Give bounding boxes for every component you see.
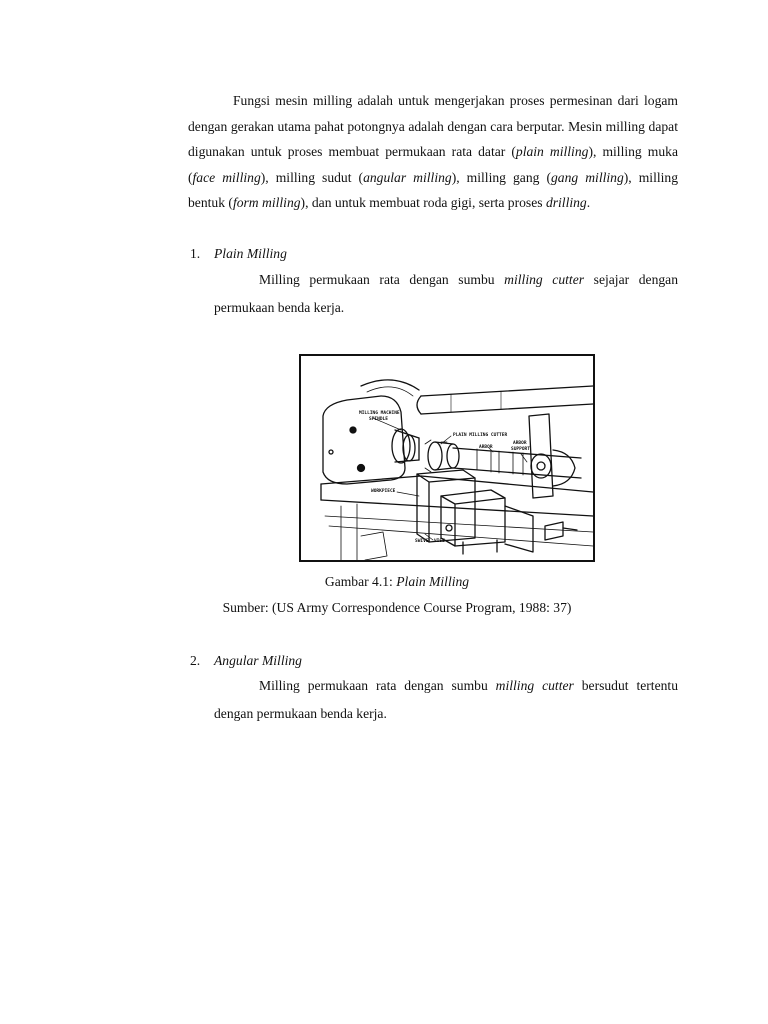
intro-text-1: Fungsi mesin milling adalah untuk mengerjakan proses permesinan dari logam dengan gerakan utama pahat potongnya adalah dengan cara berputar. Mesin milling dapat digunakan untuk proses membuat permukaan rata datar ( (188, 93, 678, 160)
plain-milling-illustration (301, 356, 593, 560)
intro-text-5: ), milling bentuk ( (188, 169, 679, 211)
label-spindle-1: MILLING MACHINE (359, 411, 400, 416)
figure-caption-term: Plain Milling (396, 574, 470, 589)
figure-caption (0, 572, 768, 592)
term-face-milling: face milling (192, 169, 261, 185)
list-item-1-term: milling cutter (504, 272, 585, 287)
label-arbor: ARBOR (479, 445, 493, 450)
list-item-1-text-a: Milling permukaan rata dengan sumbu (259, 272, 505, 287)
list-item-2-body (214, 672, 678, 728)
figure-source: Sumber: (US Army Correspondence Course Program, 1988: 37) (222, 600, 572, 615)
label-cutter: PLAIN MILLING CUTTER (453, 433, 508, 438)
list-item-1-body (214, 266, 678, 322)
intro-text-7: . (586, 195, 591, 211)
figure-plain-milling (299, 354, 595, 562)
term-plain-milling: plain milling (515, 144, 589, 160)
intro-paragraph (188, 88, 678, 216)
label-spindle-2: SPINDLE (369, 417, 388, 422)
list-item-2-number: 2. (190, 653, 201, 668)
term-gang-milling: gang milling (551, 169, 624, 185)
label-vise: SWIVEL VISE (415, 539, 445, 544)
term-drilling: drilling (545, 195, 587, 211)
list-item-2-text-a: Milling permukaan rata dengan sumbu (259, 678, 496, 693)
list-item-2-term: milling cutter (495, 678, 574, 693)
intro-text-2: ), milling muka ( (188, 144, 678, 185)
label-support-2: SUPPORT (511, 447, 530, 452)
term-form-milling: form milling (232, 195, 301, 211)
label-support-1: ARBOR (513, 441, 527, 446)
list-item-1-text-b: sejajar dengan permukaan benda kerja. (214, 272, 678, 315)
term-angular-milling: angular milling (363, 169, 452, 185)
intro-text-3: ), milling sudut ( (260, 169, 364, 185)
list-item-2-heading (190, 651, 302, 671)
figure-caption-prefix: Gambar 4.1: (324, 574, 397, 589)
intro-text-4: ), milling gang ( (451, 169, 551, 185)
intro-text-6: ), dan untuk membuat roda gigi, serta proses (300, 195, 546, 211)
list-item-2-title: Angular Milling (214, 653, 302, 668)
list-item-1-number: 1. (190, 246, 201, 261)
list-item-1-title: Plain Milling (214, 246, 287, 261)
list-item-1-heading (190, 244, 287, 264)
label-workpiece: WORKPIECE (371, 489, 396, 494)
list-item-2-text-b: bersudut tertentu dengan permukaan benda kerja. (214, 678, 678, 721)
